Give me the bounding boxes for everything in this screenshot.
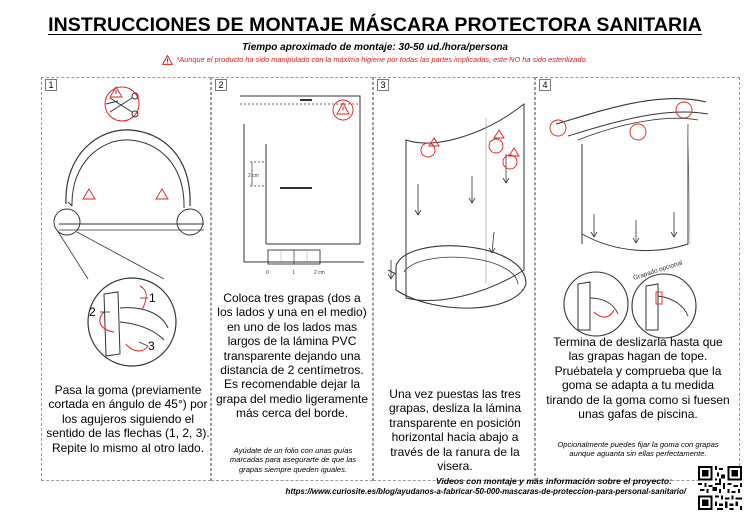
step-number: 1 xyxy=(45,79,57,91)
callout-2: 2 xyxy=(89,305,96,319)
step-1-text: Pasa la goma (previamente cortada en ángulo de 45°) por los agujeros siguiendo el sentido de las flechas (1, 2, 3). Repite lo mismo al otro lado. xyxy=(46,383,210,455)
warning-text: *Aunque el producto ha sido manipulado con la máxima higiene por todas las partes implicadas, este NO ha sido esterilizado. xyxy=(176,55,588,64)
step-2-text: Coloca tres grapas (dos a los lados y una en el medio) en uno de los lados mas largos de la lámina PVC transparente dejando una distancia de 2 centímetros. Es recomendable dejar la grapa del medio ligeramente más cerca del borde. xyxy=(215,291,369,421)
footer-info-label: Videos con montaje y más información sobre el proyecto: xyxy=(435,476,672,486)
warning-triangle-icon xyxy=(162,55,173,65)
step-3-illustration xyxy=(376,84,534,384)
ruler-label-2: 2 cm xyxy=(314,270,325,276)
step-3-text: Una vez puestas las tres grapas, desliza la lámina transparente en posición horizontal hacia abajo a través de la ranura de la visera. xyxy=(388,387,522,474)
step-number: 3 xyxy=(377,79,389,91)
step-number: 2 xyxy=(215,79,227,91)
step-number: 4 xyxy=(539,79,551,91)
qr-code[interactable] xyxy=(698,466,742,510)
step-1-illustration xyxy=(44,84,210,374)
ruler-label-0: 0 xyxy=(266,270,269,276)
callout-3: 3 xyxy=(148,339,155,353)
optional-staple-label: Grapado opcional xyxy=(632,259,684,282)
step-2-note: Ayúdate de un folio con unas guías marcadas para asegurarte de que las grapas siempre queden iguales. xyxy=(229,446,357,474)
project-link[interactable]: https://www.curiosite.es/blog/ayudanos-a-fabricar-50-000-mascaras-de-proteccion-para-personal-sanitario/ xyxy=(285,487,686,496)
step-4-text: Termina de deslizarla hasta que las grapas hagan de tope. Pruébatela y comprueba que la goma se adapta a tu medida tirando de la goma como si fuesen unas gafas de piscina. xyxy=(546,335,730,422)
step-2-illustration xyxy=(214,84,372,289)
step-4-illustration xyxy=(538,84,738,340)
callout-1: 1 xyxy=(149,291,156,305)
dimension-label: 2 cm xyxy=(248,173,259,179)
step-4-note: Opcionalmente puedes fijar la goma con grapas aunque aguanta sin ellas perfectamente. xyxy=(557,440,719,459)
sterilization-warning xyxy=(0,55,750,65)
page-title: INSTRUCCIONES DE MONTAJE MÁSCARA PROTECTORA SANITARIA xyxy=(48,14,702,36)
ruler-label-1: 1 xyxy=(292,270,295,276)
assembly-time: Tiempo aproximado de montaje: 30-50 ud./hora/persona xyxy=(242,42,508,53)
